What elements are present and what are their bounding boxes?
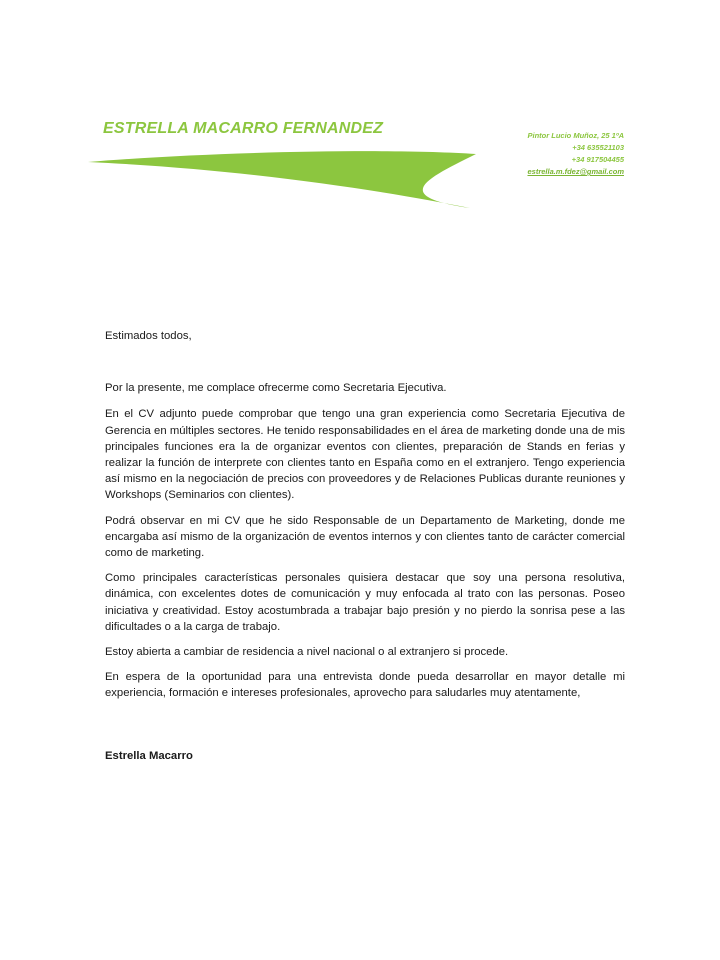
- address-text: Pintor Lucio Muñoz, 25 1ºA: [527, 131, 624, 140]
- phone-text-1: +34 635521103: [572, 143, 624, 152]
- closing-paragraph: En espera de la oportunidad para una entrevista donde pueda desarrollar en mayor detalle mi experiencia, formación e intereses profesionales, aprovecho para saludarles muy atentamente,: [105, 671, 625, 700]
- intro-paragraph: Por la presente, me complace ofrecerme como Secretaria Ejecutiva.: [105, 382, 447, 395]
- sender-name: ESTRELLA MACARRO FERNANDEZ: [103, 120, 384, 137]
- signature: Estrella Macarro: [105, 749, 193, 762]
- body-paragraph: Podrá observar en mi CV que he sido Responsable de un Departamento de Marketing, donde me encargaba así mismo de la organización de eventos internos y con clientes tanto de carácter comercial como de marketing.: [105, 514, 625, 560]
- contact-block: [527, 130, 624, 178]
- body-paragraph: Estoy abierta a cambiar de residencia a nivel nacional o al extranjero si procede.: [105, 646, 509, 659]
- phone-text-2: +34 917504455: [571, 155, 624, 164]
- greeting: Estimados todos,: [105, 330, 192, 342]
- letter-body: [105, 328, 625, 764]
- green-swoosh-decoration: [88, 148, 478, 210]
- body-paragraph: Como principales características personales quisiera destacar que soy una persona resolutiva, dinámica, con excelentes dotes de comunicación y muy enfocada al trato con las personas. Poseo iniciativa y creatividad. Estoy acostumbrada a trabajar bajo presión y no pierdo la sonrisa pese a las dificultades o a la carga de trabajo.: [105, 572, 625, 633]
- email-link[interactable]: estrella.m.fdez@gmail.com: [527, 167, 624, 176]
- body-paragraph: En el CV adjunto puede comprobar que tengo una gran experiencia como Secretaria Ejecutiva de Gerencia en múltiples sectores. He tenido responsabilidades en el área de marketing donde una de mis principales funciones era la de organizar eventos con clientes, preparación de Stands en ferias y realizar la función de interprete con clientes tanto en España como en el extranjero. Tengo experiencia así mismo en la negociación de precios con proveedores y de Relaciones Publicas durante reuniones y Workshops (Seminarios con clientes).: [105, 408, 625, 502]
